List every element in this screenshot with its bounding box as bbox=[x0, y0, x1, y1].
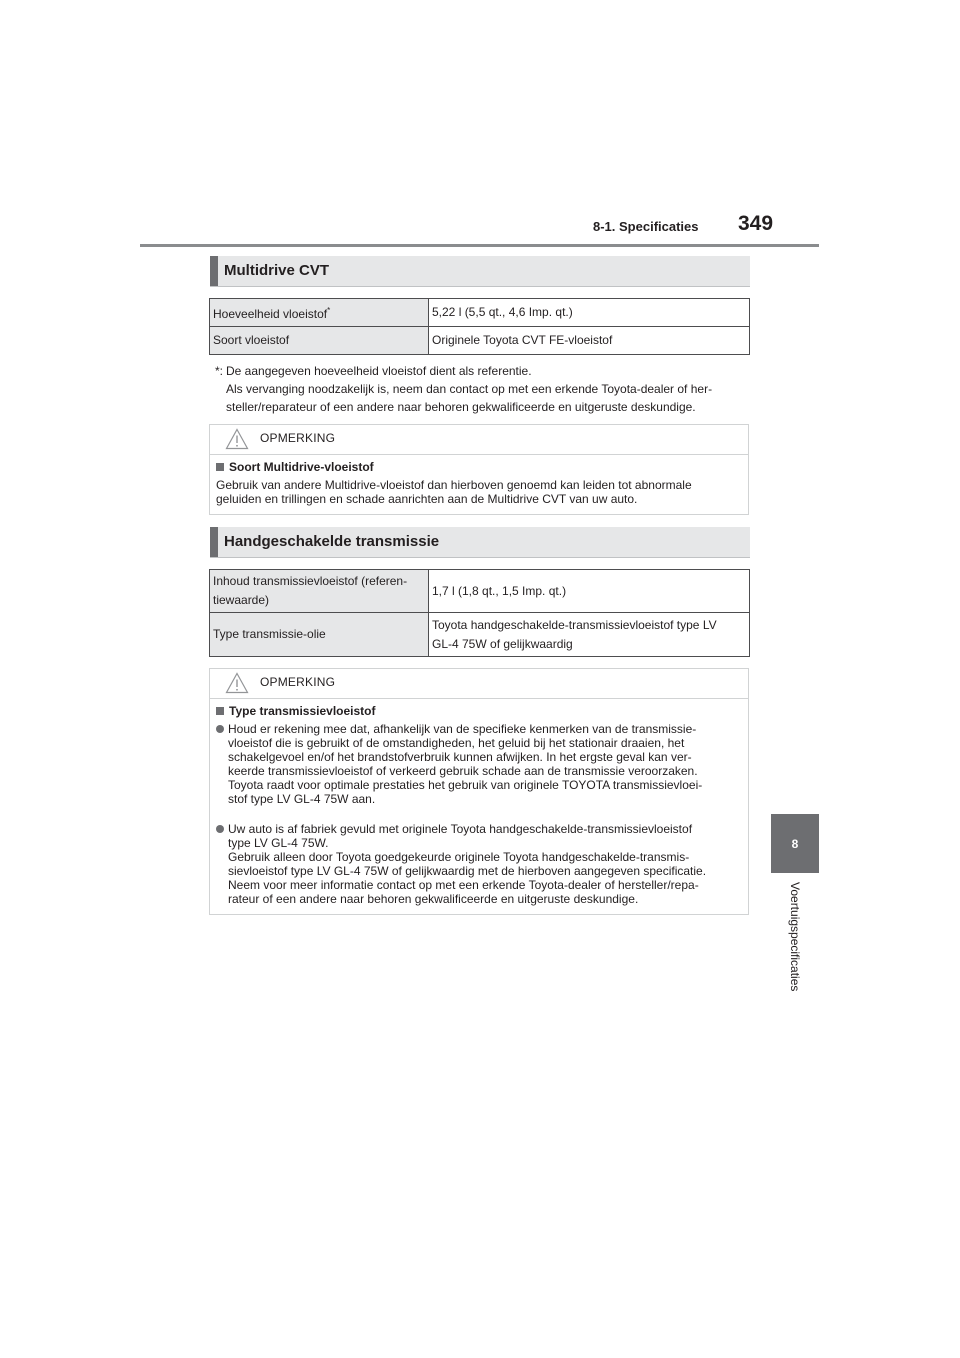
notice-line: schakelgevoel en/of het brandstofverbruik kunnen afwijken. In het ergste geval kan ver- bbox=[228, 750, 692, 764]
section-accent-bar bbox=[210, 527, 218, 557]
warning-triangle-icon bbox=[225, 672, 249, 694]
notice-line: Neem voor meer informatie contact op met een erkende Toyota-dealer of hersteller/repa- bbox=[228, 878, 699, 892]
notice-line: type LV GL-4 75W. bbox=[228, 836, 329, 850]
round-bullet-icon bbox=[216, 825, 224, 833]
footnote bbox=[215, 362, 755, 416]
notice-line: geluiden en trillingen en schade aanrichten aan de Multidrive CVT van uw auto. bbox=[216, 492, 638, 506]
chapter-tab bbox=[771, 814, 819, 873]
table-row bbox=[210, 327, 750, 355]
section-heading: 8-1. Specificaties bbox=[593, 219, 699, 234]
notice-subheading: Type transmissievloeistof bbox=[216, 704, 743, 718]
table-row bbox=[210, 570, 750, 613]
notice-line: keerde transmissievloeistof of verkeerd gebruik schade aan de transmissie veroorzaken. bbox=[228, 764, 698, 778]
chapter-number: 8 bbox=[791, 836, 799, 851]
notice-line: Toyota raadt voor optimale prestaties het gebruik van originele TOYOTA transmissievloei- bbox=[228, 778, 703, 792]
notice-line: Gebruik alleen door Toyota goedgekeurde originele Toyota handgeschakelde-transmis- bbox=[228, 850, 690, 864]
table-cell-label: Hoeveelheid vloeistof* bbox=[210, 299, 429, 327]
section-header-manual bbox=[210, 527, 750, 558]
header-rule bbox=[140, 244, 819, 247]
table-cell-label: Inhoud transmissievloeistof (referen- tiewaarde) bbox=[210, 570, 429, 613]
table-cell-value: 1,7 l (1,8 qt., 1,5 Imp. qt.) bbox=[429, 570, 750, 613]
notice-box-multidrive bbox=[209, 424, 749, 515]
notice-bullet bbox=[216, 822, 743, 906]
notice-subheading: Soort Multidrive-vloeistof bbox=[216, 460, 743, 474]
notice-line: stof type LV GL-4 75W aan. bbox=[228, 792, 376, 806]
notice-line: vloeistof die is gebruikt of de omstandigheden, het geluid bij het stationair draaien, het bbox=[228, 736, 685, 750]
round-bullet-icon bbox=[216, 725, 224, 733]
notice-body bbox=[210, 455, 748, 514]
table-cell-value: Toyota handgeschakelde-transmissievloeistof type LV GL-4 75W of gelijkwaardig bbox=[429, 613, 750, 657]
footnote-marker: * bbox=[327, 306, 331, 315]
chapter-label-text: Voertuigspecificaties bbox=[788, 882, 802, 992]
square-bullet-icon bbox=[216, 463, 224, 471]
section-accent-bar bbox=[210, 256, 218, 286]
multidrive-spec-table bbox=[209, 298, 750, 355]
notice-line: sievloeistof type LV GL-4 75W of gelijkwaardig met de hierboven aangegeven specificatie. bbox=[228, 864, 707, 878]
table-cell-value: 5,22 l (5,5 qt., 4,6 Imp. qt.) bbox=[429, 299, 750, 327]
footnote-line: De aangegeven hoeveelheid vloeistof dient als referentie. bbox=[226, 364, 532, 378]
notice-label: OPMERKING bbox=[260, 431, 336, 445]
footnote-line: Als vervanging noodzakelijk is, neem dan contact op met een erkende Toyota-dealer of her- bbox=[226, 382, 713, 396]
notice-line: rateur of een andere naar behoren gekwalificeerde en uitgeruste deskundige. bbox=[228, 892, 639, 906]
notice-box-manual bbox=[209, 668, 749, 915]
notice-header bbox=[210, 425, 748, 455]
notice-bullet bbox=[216, 722, 743, 806]
page-number: 349 bbox=[738, 212, 774, 235]
chapter-label bbox=[781, 882, 809, 1012]
section-title: Multidrive CVT bbox=[224, 262, 330, 279]
section-title: Handgeschakelde transmissie bbox=[224, 533, 440, 550]
notice-label: OPMERKING bbox=[260, 675, 336, 689]
square-bullet-icon bbox=[216, 707, 224, 715]
warning-triangle-icon bbox=[225, 428, 249, 450]
table-row bbox=[210, 613, 750, 657]
notice-line: Uw auto is af fabriek gevuld met originele Toyota handgeschakelde-transmissievloeistof bbox=[228, 822, 693, 836]
table-cell-label: Type transmissie-olie bbox=[210, 613, 429, 657]
notice-header bbox=[210, 669, 748, 699]
notice-body bbox=[210, 699, 748, 914]
footnote-line: steller/reparateur of een andere naar behoren gekwalificeerde en uitgeruste deskundige. bbox=[226, 400, 696, 414]
notice-line: Gebruik van andere Multidrive-vloeistof dan hierboven genoemd kan leiden tot abnormale bbox=[216, 478, 692, 492]
notice-line: Houd er rekening mee dat, afhankelijk van de specifieke kenmerken van de transmissie- bbox=[228, 722, 697, 736]
footnote-mark: *: bbox=[215, 364, 224, 378]
manual-spec-table bbox=[209, 569, 750, 657]
section-header-multidrive bbox=[210, 256, 750, 287]
table-row bbox=[210, 299, 750, 327]
table-cell-label: Soort vloeistof bbox=[210, 327, 429, 355]
table-cell-value: Originele Toyota CVT FE-vloeistof bbox=[429, 327, 750, 355]
